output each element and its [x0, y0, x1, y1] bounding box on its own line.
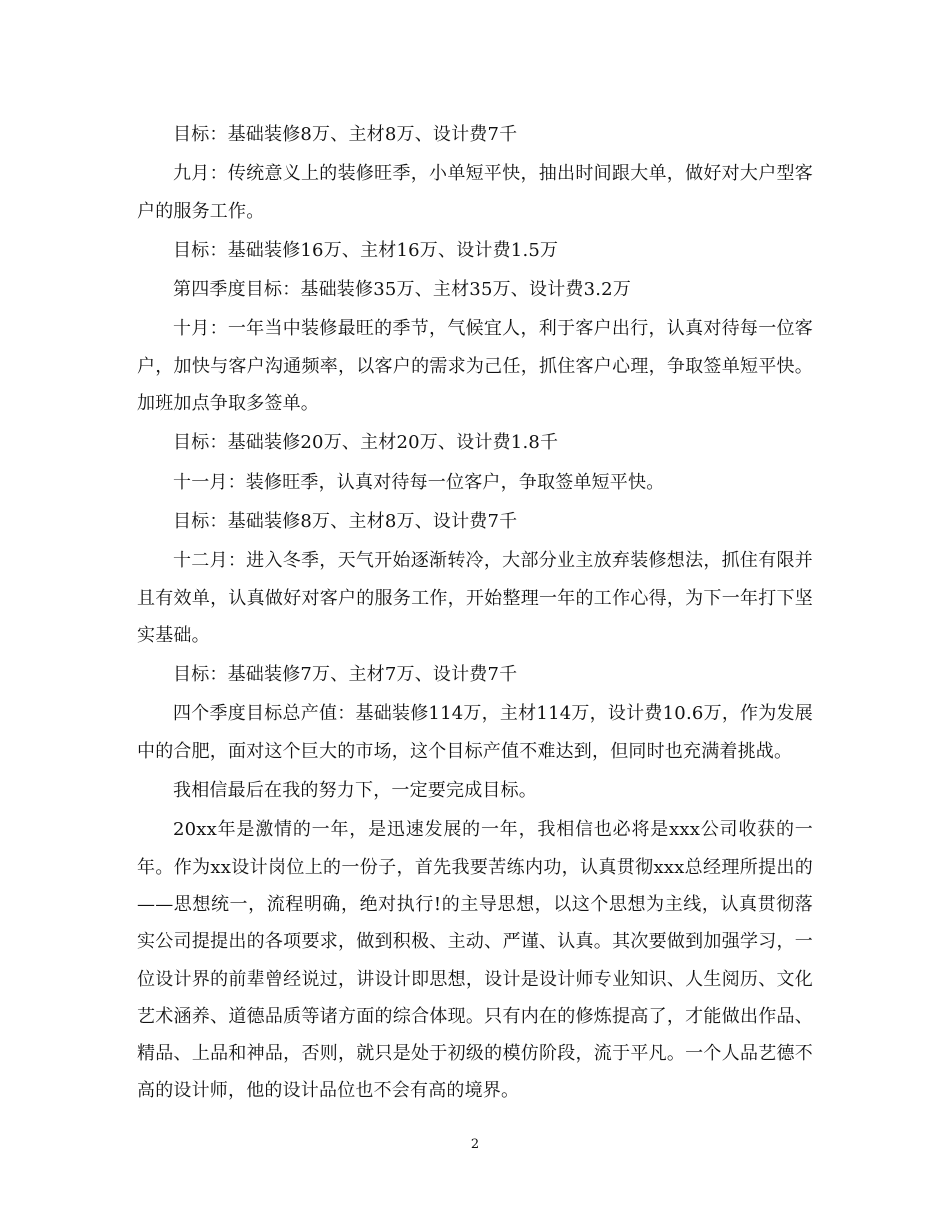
- paragraph-annual-total: 四个季度目标总产值：基础装修114万，主材114万，设计费10.6万，作为发展中的合肥，面对这个巨大的市场，这个目标产值不难达到，但同时也充满着挑战。: [137, 703, 813, 762]
- paragraph-target-december: 目标：基础装修7万、主材7万、设计费7千: [173, 664, 518, 686]
- document-body: [137, 116, 813, 1112]
- paragraph-target-november: 目标：基础装修8万、主材8万、设计费7千: [173, 510, 518, 532]
- paragraph-q4-target: 第四季度目标：基础装修35万、主材35万、设计费3.2万: [173, 279, 632, 301]
- paragraph-target-september: 目标：基础装修8万、主材8万、设计费7千: [173, 124, 518, 145]
- paragraph-year-outlook: 20xx年是激情的一年，是迅速发展的一年，我相信也必将是xxx公司收获的一年。作为xx设计岗位上的一份子，首先我要苦练内功，认真贯彻xxx总经理所提出的——思想统一，流程明确，绝对执行!的主导思想，以这个思想为主线，认真贯彻落实公司提提出的各项要求，做到积极、主动、严谨、认真。其次要做到加强学习，一位设计界的前辈曾经说过，讲设计即思想，设计是设计师专业知识、人生阅历、文化艺术涵养、道德品质等诸方面的综合体现。只有内在的修炼提高了，才能做出作品、精品、上品和神品，否则，就只是处于初级的模仿阶段，流于平凡。一个人品艺德不高的设计师，他的设计品位也不会有高的境界。: [137, 819, 813, 1102]
- paragraph-september: 九月：传统意义上的装修旺季，小单短平快，抽出时间跟大单，做好对大户型客户的服务工作。: [137, 163, 813, 222]
- paragraph-target-october: 目标：基础装修20万、主材20万、设计费1.8千: [173, 432, 559, 454]
- paragraph-october: 十月：一年当中装修最旺的季节，气候宜人，利于客户出行，认真对待每一位客户，加快与客户沟通频率，以客户的需求为己任，抓住客户心理，争取签单短平快。加班加点争取多签单。: [137, 318, 813, 415]
- paragraph-november: 十一月：装修旺季，认真对待每一位客户，争取签单短平快。: [173, 471, 665, 493]
- paragraph-target-september-goal: 目标：基础装修16万、主材16万、设计费1.5万: [173, 239, 559, 261]
- paragraph-belief: 我相信最后在我的努力下，一定要完成目标。: [173, 780, 537, 802]
- paragraph-december: 十二月：进入冬季，天气开始逐渐转冷，大部分业主放弃装修想法，抓住有限并且有效单，认真做好对客户的服务工作，开始整理一年的工作心得，为下一年打下坚实基础。: [137, 550, 813, 646]
- page-number: 2: [470, 1137, 480, 1152]
